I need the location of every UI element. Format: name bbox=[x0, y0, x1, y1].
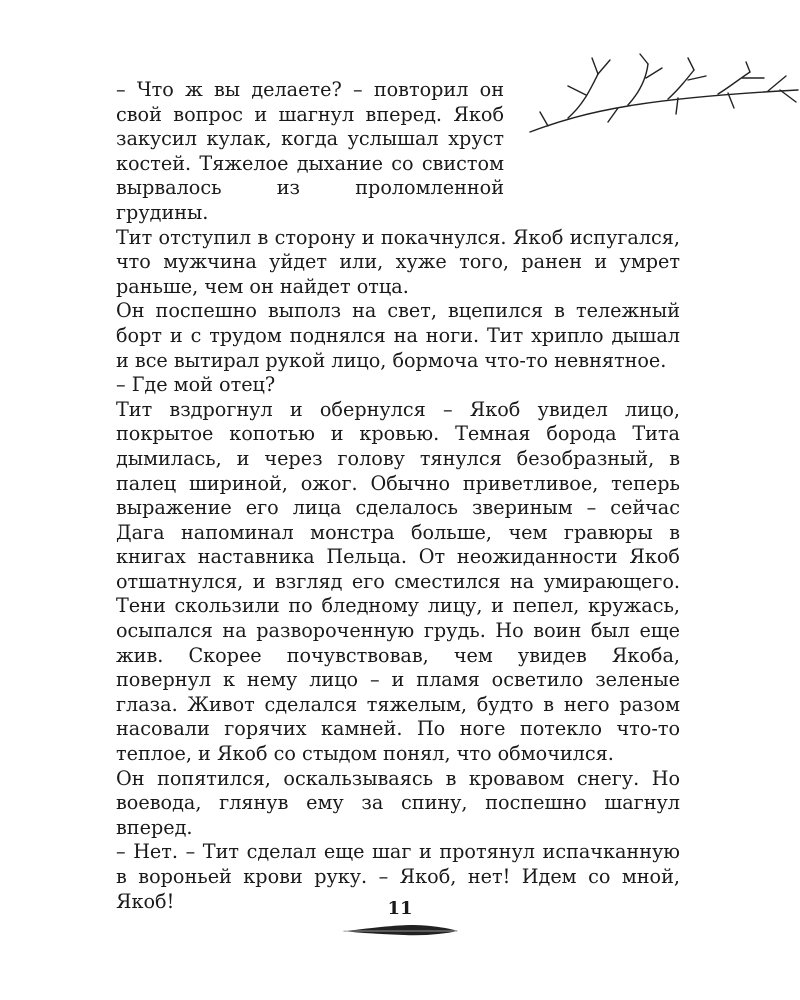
paragraph-4: – Где мой отец? bbox=[116, 373, 276, 397]
main-text bbox=[116, 78, 680, 914]
paragraph-6: Он попятился, оскальзываясь в кровавом снегу. Но воевода, глянув ему за спину, поспешно шагнул вперед. bbox=[116, 766, 680, 839]
paragraph-2: Тит отступил в сторону и покачнулся. Якоб испугался, что мужчина уйдет или, хуже того, ранен и умрет раньше, чем он найдет отца. bbox=[116, 225, 680, 298]
feather-ornament bbox=[340, 922, 460, 938]
page-number: 11 bbox=[387, 898, 413, 919]
paragraph-5: Тит вздрогнул и обернулся – Якоб увидел лицо, покрытое копотью и кровью. Темная борода Тита дымилась, и через голову тянулся безобразный, в палец шириной, ожог. Обычно приветливое, теперь выражение его лица сделалось звериным – сейчас Дага напоминал монстра больше, чем гравюры в книгах наставника Пельца. От неожиданности Якоб отшатнулся, и взгляд его сместился на умирающего. Тени скользили по бледному лицу, и пепел, кружась, осыпался на развороченную грудь. Но воин был еще жив. Скорее почувствовав, чем увидев Якоба, повернул к нему лицо – и пламя осветило зеленые глаза. Живот сделался тяжелым, будто в него разом насовали горячих камней. По ноге потекло что-то теплое, и Якоб со стыдом понял, что обмочился. bbox=[116, 397, 680, 766]
paragraph-7: – Нет. – Тит сделал еще шаг и протянул испачканную в вороньей крови руку. – Якоб, нет! Идем со мной, Якоб! bbox=[116, 840, 680, 913]
paragraph-3: Он поспешно выполз на свет, вцепился в тележный борт и с трудом поднялся на ноги. Тит хрипло дышал и все вытирал рукой лицо, бормоча что-то невнятное. bbox=[116, 299, 680, 372]
paragraph-1: – Что ж вы делаете? – повторил он свой вопрос и шагнул вперед. Якоб закусил кулак, когда услышал хруст костей. Тяжелое дыхание со свистом вырвалось из проломленной грудины. bbox=[116, 78, 504, 224]
